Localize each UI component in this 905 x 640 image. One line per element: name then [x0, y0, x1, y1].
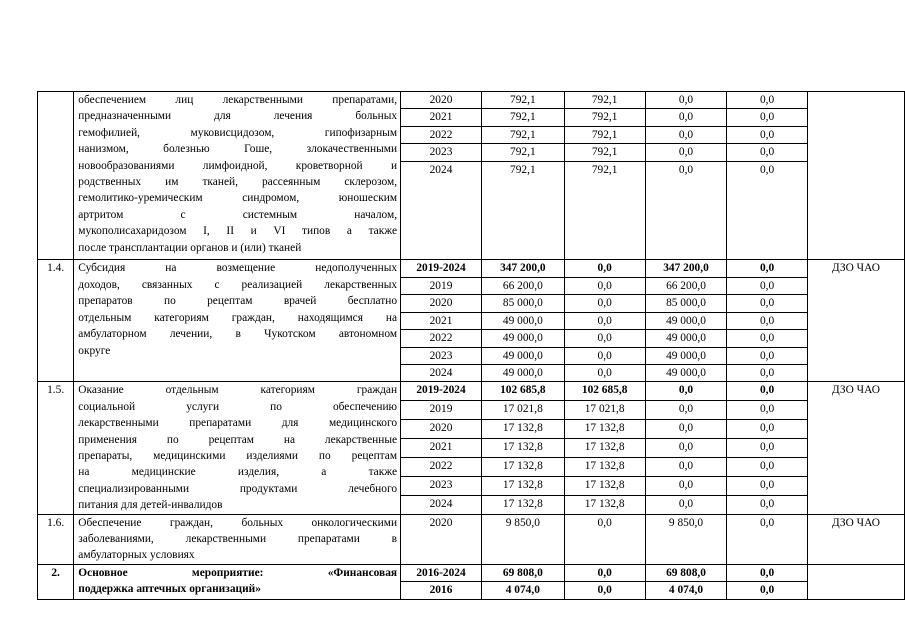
year-cell: 2019-2024: [401, 260, 482, 277]
description-line: гемолитико-уремическим синдромом, юношеским: [78, 192, 398, 205]
description-line: Субсидия на возмещение недополученных: [78, 262, 398, 275]
total-cell: 49 000,0: [481, 312, 564, 329]
budget-cell-2: [645, 211, 727, 227]
budget-cell-2: 0,0: [645, 161, 727, 178]
description-line: Оказание отдельным категориям граждан: [78, 384, 398, 397]
total-cell: 17 132,8: [481, 495, 564, 514]
budget-cell-2: 49 000,0: [645, 312, 727, 329]
year-cell: [401, 194, 482, 210]
budget-cell-1: 102 685,8: [564, 382, 645, 401]
budget-cell-1: 792,1: [564, 161, 645, 178]
budget-cell-1: 0,0: [564, 514, 645, 531]
table-row: [38, 382, 905, 401]
row-number: [38, 92, 74, 260]
budget-cell-2: 85 000,0: [645, 295, 727, 312]
total-cell: [481, 531, 564, 548]
total-cell: [481, 244, 564, 260]
responsible-executor: ДЗО ЧАО: [807, 514, 904, 564]
budget-cell-2: 0,0: [645, 476, 727, 495]
description-line: предназначенными для лечения больных: [78, 110, 398, 123]
total-cell: 66 200,0: [481, 277, 564, 294]
budget-cell-3: [727, 178, 807, 194]
total-cell: 17 132,8: [481, 420, 564, 439]
budget-cell-1: 0,0: [564, 564, 645, 581]
budget-cell-2: 0,0: [645, 126, 727, 143]
description-line: специализированными продуктами лечебного: [78, 482, 398, 495]
budget-cell-2: [645, 227, 727, 243]
total-cell: 792,1: [481, 161, 564, 178]
year-cell: 2020: [401, 92, 482, 109]
description-line: родственных им тканей, рассеянным склерозом,: [78, 176, 398, 189]
year-cell: 2021: [401, 109, 482, 126]
year-cell: 2020: [401, 295, 482, 312]
responsible-executor: [807, 564, 904, 599]
budget-cell-3: 0,0: [727, 260, 807, 277]
budget-cell-2: 9 850,0: [645, 514, 727, 531]
year-cell: 2019-2024: [401, 382, 482, 401]
budget-cell-3: [727, 227, 807, 243]
budget-cell-3: 0,0: [727, 439, 807, 458]
budget-cell-2: 49 000,0: [645, 364, 727, 381]
budget-cell-1: [564, 211, 645, 227]
budget-cell-1: [564, 244, 645, 260]
year-cell: [401, 211, 482, 227]
year-cell: 2016: [401, 582, 482, 599]
budget-cell-2: 347 200,0: [645, 260, 727, 277]
year-cell: 2020: [401, 420, 482, 439]
budget-cell-3: [727, 194, 807, 210]
budget-cell-2: 49 000,0: [645, 347, 727, 364]
year-cell: 2020: [401, 514, 482, 531]
description-line: гемофилией, муковисцидозом, гипофизарным: [78, 126, 398, 139]
total-cell: 49 000,0: [481, 330, 564, 347]
total-cell: 792,1: [481, 109, 564, 126]
budget-cell-1: [564, 178, 645, 194]
budget-cell-3: [727, 244, 807, 260]
table-row: [38, 92, 905, 109]
budget-cell-1: [564, 548, 645, 565]
year-cell: 2019: [401, 401, 482, 420]
budget-cell-1: 0,0: [564, 260, 645, 277]
total-cell: [481, 211, 564, 227]
description-line: социальной услуги по обеспечению: [78, 400, 398, 413]
budget-cell-3: 0,0: [727, 476, 807, 495]
table-row: [38, 514, 905, 531]
description-line: отдельным категориям граждан, находящимся на: [78, 311, 398, 324]
description-line: новообразованиями лимфоидной, кроветворной и: [78, 159, 398, 172]
year-cell: 2023: [401, 476, 482, 495]
total-cell: [481, 178, 564, 194]
budget-cell-3: 0,0: [727, 312, 807, 329]
row-number: 2.: [38, 564, 74, 599]
budget-cell-1: 0,0: [564, 582, 645, 599]
description-line: поддержка аптечных организаций»: [78, 583, 261, 596]
budget-cell-3: 0,0: [727, 514, 807, 531]
budget-cell-1: 0,0: [564, 312, 645, 329]
budget-cell-1: 17 132,8: [564, 457, 645, 476]
total-cell: 49 000,0: [481, 364, 564, 381]
budget-cell-1: 0,0: [564, 295, 645, 312]
budget-cell-2: 0,0: [645, 382, 727, 401]
budget-cell-1: [564, 194, 645, 210]
description-line: заболеваниями, лекарственными препаратами в: [78, 532, 398, 545]
total-cell: 792,1: [481, 144, 564, 161]
total-cell: 9 850,0: [481, 514, 564, 531]
total-cell: 85 000,0: [481, 295, 564, 312]
budget-cell-1: 17 132,8: [564, 420, 645, 439]
budget-cell-2: [645, 548, 727, 565]
total-cell: 17 132,8: [481, 439, 564, 458]
budget-cell-1: [564, 227, 645, 243]
year-cell: 2024: [401, 161, 482, 178]
budget-table: [37, 91, 905, 600]
budget-cell-2: [645, 178, 727, 194]
total-cell: 49 000,0: [481, 347, 564, 364]
budget-cell-2: 69 808,0: [645, 564, 727, 581]
budget-cell-3: 0,0: [727, 161, 807, 178]
budget-cell-3: 0,0: [727, 457, 807, 476]
description-line: мукополисахаридозом I, II и VI типов а также: [78, 225, 398, 238]
budget-cell-3: 0,0: [727, 382, 807, 401]
budget-cell-1: [564, 531, 645, 548]
budget-cell-3: 0,0: [727, 564, 807, 581]
year-cell: 2022: [401, 330, 482, 347]
budget-cell-1: 0,0: [564, 364, 645, 381]
description-line: округе: [78, 344, 111, 357]
responsible-executor: ДЗО ЧАО: [807, 260, 904, 382]
budget-cell-3: [727, 211, 807, 227]
row-number: 1.6.: [38, 514, 74, 564]
budget-cell-1: 17 132,8: [564, 495, 645, 514]
budget-cell-3: 0,0: [727, 401, 807, 420]
table-row: [38, 260, 905, 277]
year-cell: 2024: [401, 495, 482, 514]
budget-cell-1: 792,1: [564, 109, 645, 126]
year-cell: [401, 548, 482, 565]
total-cell: 347 200,0: [481, 260, 564, 277]
year-cell: [401, 227, 482, 243]
total-cell: 102 685,8: [481, 382, 564, 401]
budget-cell-2: 0,0: [645, 439, 727, 458]
year-cell: 2023: [401, 347, 482, 364]
total-cell: 17 132,8: [481, 476, 564, 495]
description-line: амбулаторных условиях: [78, 549, 195, 562]
total-cell: 4 074,0: [481, 582, 564, 599]
year-cell: 2022: [401, 126, 482, 143]
budget-cell-1: 792,1: [564, 144, 645, 161]
budget-cell-3: [727, 531, 807, 548]
budget-cell-1: 792,1: [564, 126, 645, 143]
budget-cell-3: 0,0: [727, 330, 807, 347]
year-cell: 2024: [401, 364, 482, 381]
row-number: 1.5.: [38, 382, 74, 514]
budget-cell-3: 0,0: [727, 109, 807, 126]
responsible-executor: [807, 92, 904, 260]
budget-cell-1: 17 132,8: [564, 439, 645, 458]
total-cell: 792,1: [481, 92, 564, 109]
description-line: на медицинские изделия, а также: [78, 466, 398, 479]
year-cell: 2016-2024: [401, 564, 482, 581]
budget-cell-3: 0,0: [727, 582, 807, 599]
measure-description: [74, 260, 401, 382]
description-line: препараты, медицинскими изделиями по рецептам: [78, 449, 398, 462]
measure-description: [74, 92, 401, 260]
description-line: доходов, связанных с реализацией лекарственных: [78, 278, 398, 291]
budget-cell-3: 0,0: [727, 92, 807, 109]
budget-cell-2: 49 000,0: [645, 330, 727, 347]
budget-cell-2: 0,0: [645, 109, 727, 126]
year-cell: 2021: [401, 312, 482, 329]
description-line: лекарственными препаратами для медицинского: [78, 417, 398, 430]
budget-cell-3: 0,0: [727, 277, 807, 294]
budget-cell-3: 0,0: [727, 364, 807, 381]
budget-cell-1: 0,0: [564, 277, 645, 294]
total-cell: 792,1: [481, 126, 564, 143]
budget-cell-3: 0,0: [727, 295, 807, 312]
budget-cell-2: 0,0: [645, 457, 727, 476]
total-cell: [481, 194, 564, 210]
budget-cell-3: 0,0: [727, 347, 807, 364]
description-line: после трансплантации органов и (или) тканей: [78, 241, 302, 254]
total-cell: [481, 227, 564, 243]
description-line: препаратов по рецептам врачей бесплатно: [78, 295, 398, 308]
year-cell: [401, 244, 482, 260]
budget-cell-2: [645, 531, 727, 548]
budget-cell-3: 0,0: [727, 144, 807, 161]
description-line: амбулаторном лечении, в Чукотском автономном: [78, 328, 398, 341]
description-line: Основное мероприятие: «Финансовая: [78, 566, 398, 579]
description-line: обеспечением лиц лекарственными препаратами,: [78, 94, 398, 106]
budget-cell-3: 0,0: [727, 420, 807, 439]
year-cell: 2021: [401, 439, 482, 458]
description-line: нанизмом, болезнью Гоше, злокачественными: [78, 143, 398, 156]
budget-cell-1: 17 021,8: [564, 401, 645, 420]
budget-cell-2: 0,0: [645, 401, 727, 420]
row-number: 1.4.: [38, 260, 74, 382]
responsible-executor: ДЗО ЧАО: [807, 382, 904, 514]
description-line: Обеспечение граждан, больных онкологическими: [78, 516, 398, 529]
budget-cell-3: 0,0: [727, 126, 807, 143]
budget-cell-2: [645, 244, 727, 260]
description-line: применения по рецептам на лекарственные: [78, 433, 398, 446]
budget-cell-2: 0,0: [645, 495, 727, 514]
year-cell: [401, 178, 482, 194]
budget-cell-1: 0,0: [564, 347, 645, 364]
measure-description: [74, 382, 401, 514]
year-cell: 2019: [401, 277, 482, 294]
description-line: артритом с системным началом,: [78, 208, 398, 221]
total-cell: [481, 548, 564, 565]
total-cell: 17 021,8: [481, 401, 564, 420]
budget-cell-1: 17 132,8: [564, 476, 645, 495]
measure-description: [74, 514, 401, 564]
budget-cell-3: [727, 548, 807, 565]
budget-cell-1: 0,0: [564, 330, 645, 347]
budget-cell-2: [645, 194, 727, 210]
budget-cell-2: 0,0: [645, 144, 727, 161]
description-line: питания для детей-инвалидов: [78, 499, 223, 512]
budget-cell-2: 0,0: [645, 92, 727, 109]
year-cell: 2022: [401, 457, 482, 476]
measure-description: [74, 564, 401, 599]
year-cell: 2023: [401, 144, 482, 161]
table-row: [38, 564, 905, 581]
budget-cell-1: 792,1: [564, 92, 645, 109]
year-cell: [401, 531, 482, 548]
budget-cell-2: 4 074,0: [645, 582, 727, 599]
total-cell: 17 132,8: [481, 457, 564, 476]
budget-cell-3: 0,0: [727, 495, 807, 514]
budget-cell-2: 66 200,0: [645, 277, 727, 294]
total-cell: 69 808,0: [481, 564, 564, 581]
budget-cell-2: 0,0: [645, 420, 727, 439]
